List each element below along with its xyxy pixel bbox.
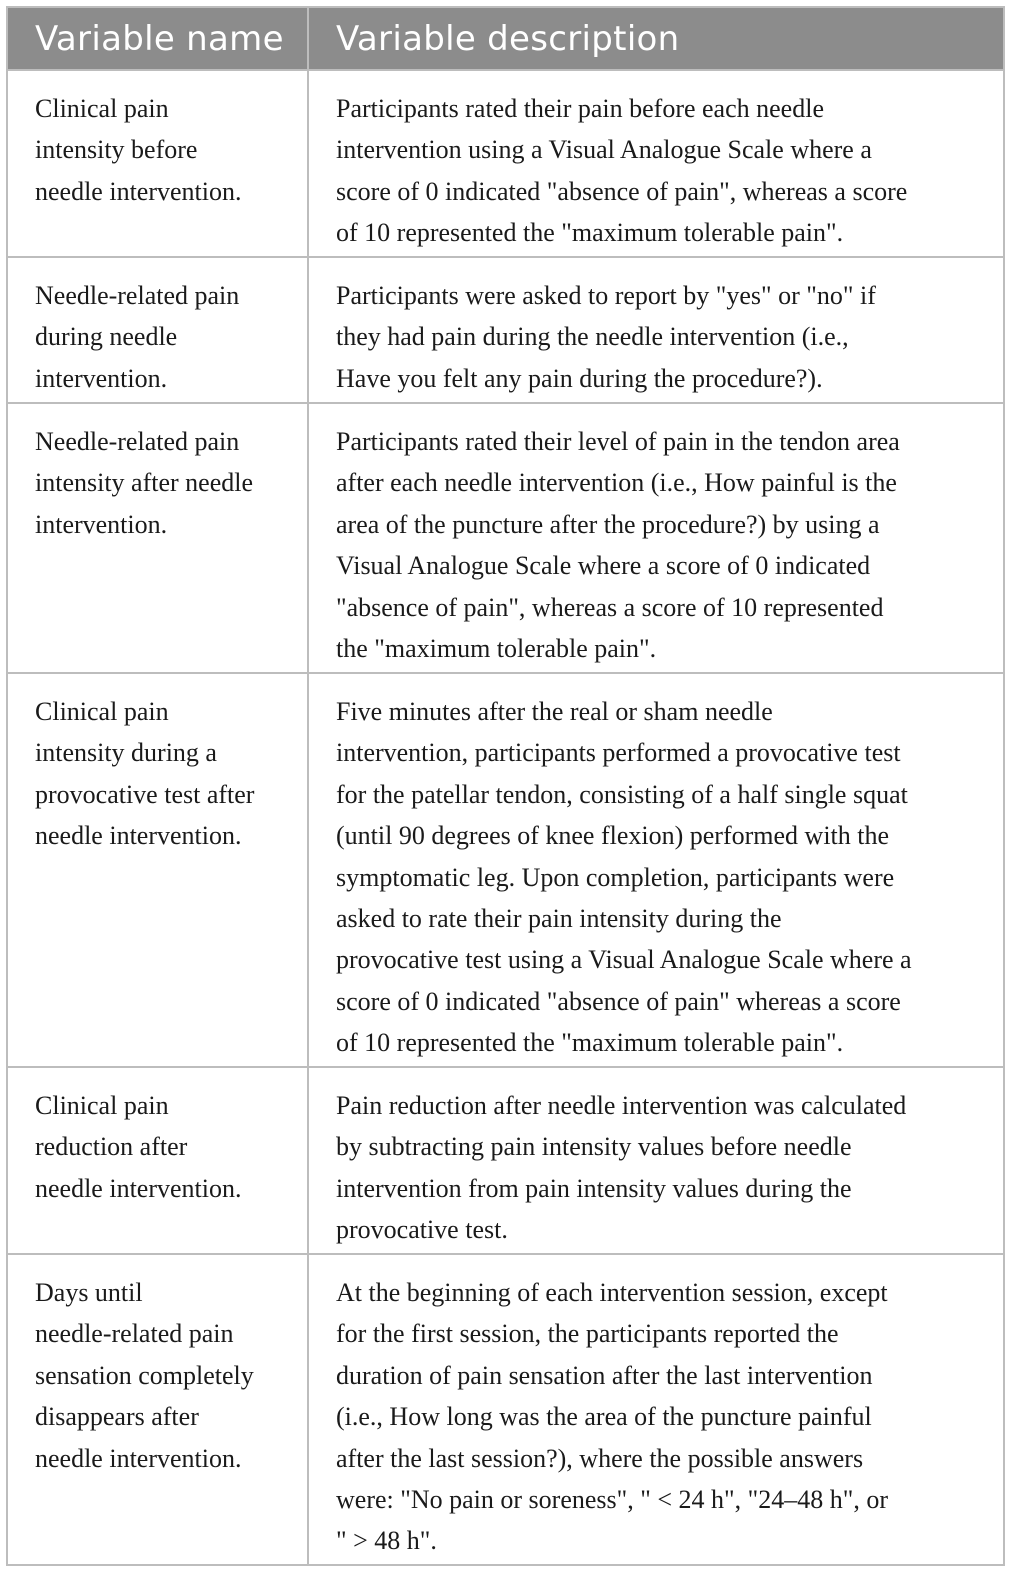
variables-table-container [6, 6, 1003, 1566]
table-row [7, 1254, 1004, 1565]
variable-description-cell [308, 403, 1004, 673]
variable-name: Needle-related pain intensity after needle intervention. [35, 427, 254, 539]
variable-description-cell [308, 1254, 1004, 1565]
variable-description: Participants were asked to report by "yes" or "no" if they had pain during the needle intervention (i.e., Have you felt any pain during the procedure?). [336, 281, 876, 393]
variable-name-cell [7, 403, 308, 673]
header-variable-description: Variable description [308, 7, 1004, 70]
variable-name: Clinical pain intensity before needle intervention. [35, 94, 242, 206]
table-row [7, 257, 1004, 403]
variable-description: Five minutes after the real or sham needle intervention, participants performed a provocative test for the patellar tendon, consisting of a half single squat (until 90 degrees of knee flexion) performed with the symptomatic leg. Upon completion, participants were asked to rate their pain intensity during the provocative test using a Visual Analogue Scale where a score of 0 indicated "absence of pain" whereas a score of 10 represented the "maximum tolerable pain". [336, 697, 912, 1058]
table-row [7, 673, 1004, 1067]
table-row [7, 1067, 1004, 1254]
variable-name: Needle-related pain during needle intervention. [35, 281, 240, 393]
variable-name: Clinical pain intensity during a provocative test after needle intervention. [35, 697, 255, 851]
variable-name-cell [7, 1254, 308, 1565]
variable-description: Pain reduction after needle intervention was calculated by subtracting pain intensity values before needle intervention from pain intensity values during the provocative test. [336, 1091, 907, 1245]
variable-description-cell [308, 257, 1004, 403]
variable-name-cell [7, 1067, 308, 1254]
variable-description: At the beginning of each intervention session, except for the first session, the participants reported the duration of pain sensation after the last intervention (i.e., How long was the area of the puncture painful after the last session?), where the possible answers were: "No pain or soreness", " < 24 h", "24–48 h", or " > 48 h". [336, 1278, 889, 1556]
variables-table [6, 6, 1005, 1566]
variable-description-cell [308, 673, 1004, 1067]
variable-name-cell [7, 70, 308, 257]
variable-name: Days until needle-related pain sensation completely disappears after needle intervention. [35, 1278, 254, 1473]
variable-description: Participants rated their pain before each needle intervention using a Visual Analogue Scale where a score of 0 indicated "absence of pain", whereas a score of 10 represented the "maximum tolerable pain". [336, 94, 908, 248]
variable-name-cell [7, 673, 308, 1067]
variable-description: Participants rated their level of pain in the tendon area after each needle intervention (i.e., How painful is the area of the puncture after the procedure?) by using a Visual Analogue Scale where a score of 0 indicated "absence of pain", whereas a score of 10 represented the "maximum tolerable pain". [336, 427, 900, 664]
variable-name-cell [7, 257, 308, 403]
table-header-row [7, 7, 1004, 70]
variable-name: Clinical pain reduction after needle intervention. [35, 1091, 242, 1203]
header-variable-name: Variable name [7, 7, 308, 70]
table-row [7, 70, 1004, 257]
variable-description-cell [308, 70, 1004, 257]
table-row [7, 403, 1004, 673]
variable-description-cell [308, 1067, 1004, 1254]
